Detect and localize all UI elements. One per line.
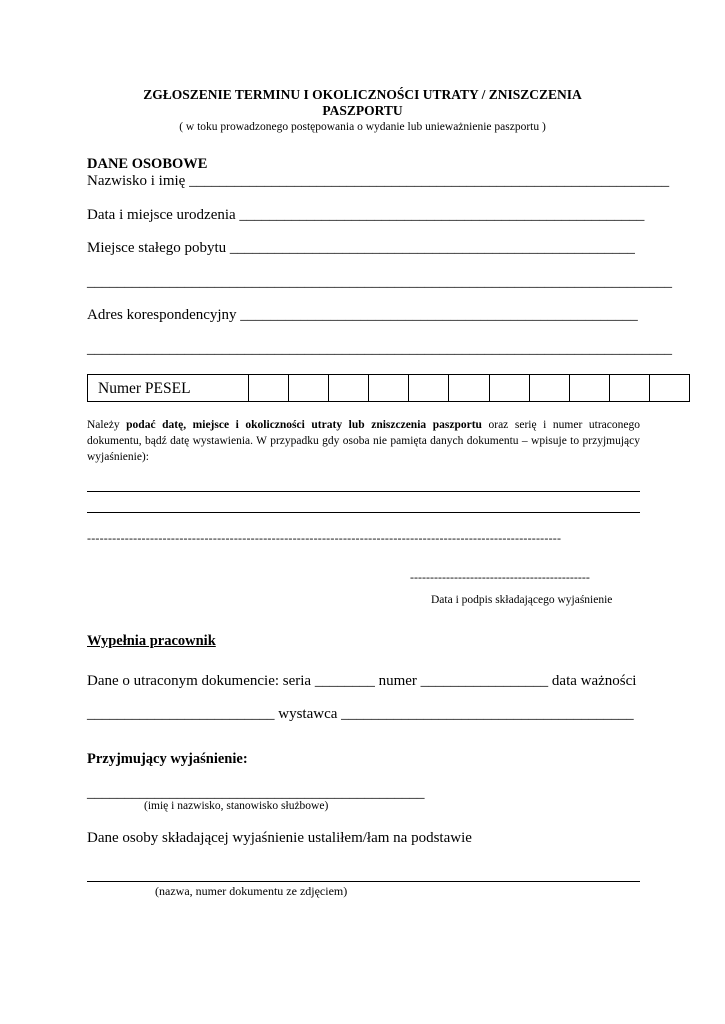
section-personal-data: DANE OSOBOWE <box>87 156 208 172</box>
residence-field[interactable]: Miejsce stałego pobytu ______________________________________________________ <box>87 240 635 256</box>
basis-caption: (nazwa, numer dokumentu ze zdjęciem) <box>155 884 348 898</box>
instructions-text <box>87 417 640 465</box>
declaration-line-2[interactable] <box>87 512 640 513</box>
instructions-emphasis: podać datę, miejsce i okoliczności utraty lub zniszczenia paszportu <box>126 419 482 431</box>
basis-line[interactable] <box>87 881 640 882</box>
signature-caption: Data i podpis składającego wyjaśnienie <box>431 594 613 606</box>
form-subtitle: ( w toku prowadzonego postępowania o wydanie lub unieważnienie paszportu ) <box>179 121 546 133</box>
receiver-heading: Przyjmujący wyjaśnienie: <box>87 751 248 767</box>
pesel-digit-11[interactable] <box>650 375 689 401</box>
staff-heading: Wypełnia pracownik <box>87 633 216 649</box>
address-continuation[interactable]: ______________________________________________________________________________ <box>87 341 672 357</box>
instructions-part-a: Należy <box>87 419 127 431</box>
residence-continuation[interactable]: ______________________________________________________________________________ <box>87 274 672 290</box>
instructions-part-b: oraz serię i numer utraconego dokumentu, bądź datę wystawienia. W przypadku gdy osoba nie pamięta danych dokumentu – wpisuje to przyjmujący wyjaśnienie): <box>87 419 640 463</box>
pesel-label: Numer PESEL <box>88 375 249 401</box>
issuer-line[interactable]: _________________________ wystawca _______________________________________ <box>87 706 634 722</box>
declaration-line-1[interactable] <box>87 491 640 492</box>
receiver-line[interactable]: _____________________________________________ <box>87 785 425 801</box>
basis-text: Dane osoby składającej wyjaśnienie ustaliłem/łam na podstawie <box>87 830 472 846</box>
pesel-digit-3[interactable] <box>329 375 369 401</box>
birth-field[interactable]: Data i miejsce urodzenia ______________________________________________________ <box>87 207 645 223</box>
form-title-line1: ZGŁOSZENIE TERMINU I OKOLICZNOŚCI UTRATY / ZNISZCZENIA <box>143 87 582 102</box>
pesel-digit-7[interactable] <box>490 375 530 401</box>
declaration-dashes[interactable]: ----------------------------------------------------------------------------------------------------------------- <box>87 531 562 545</box>
pesel-digit-1[interactable] <box>249 375 289 401</box>
signature-dashes[interactable]: --------------------------------------------- <box>410 570 590 584</box>
pesel-digit-6[interactable] <box>449 375 489 401</box>
pesel-digit-5[interactable] <box>409 375 449 401</box>
lost-document-line[interactable]: Dane o utraconym dokumencie: seria ________ numer _________________ data ważności <box>87 673 637 689</box>
pesel-digit-10[interactable] <box>610 375 650 401</box>
pesel-digit-4[interactable] <box>369 375 409 401</box>
pesel-digit-9[interactable] <box>570 375 610 401</box>
pesel-digit-2[interactable] <box>289 375 329 401</box>
pesel-table <box>87 374 690 402</box>
name-field[interactable]: Nazwisko i imię ________________________________________________________________ <box>87 173 670 189</box>
pesel-digit-8[interactable] <box>530 375 570 401</box>
address-field[interactable]: Adres korespondencyjny _____________________________________________________ <box>87 307 638 323</box>
form-title-line2: PASZPORTU <box>322 103 403 118</box>
receiver-caption: (imię i nazwisko, stanowisko służbowe) <box>144 800 329 812</box>
